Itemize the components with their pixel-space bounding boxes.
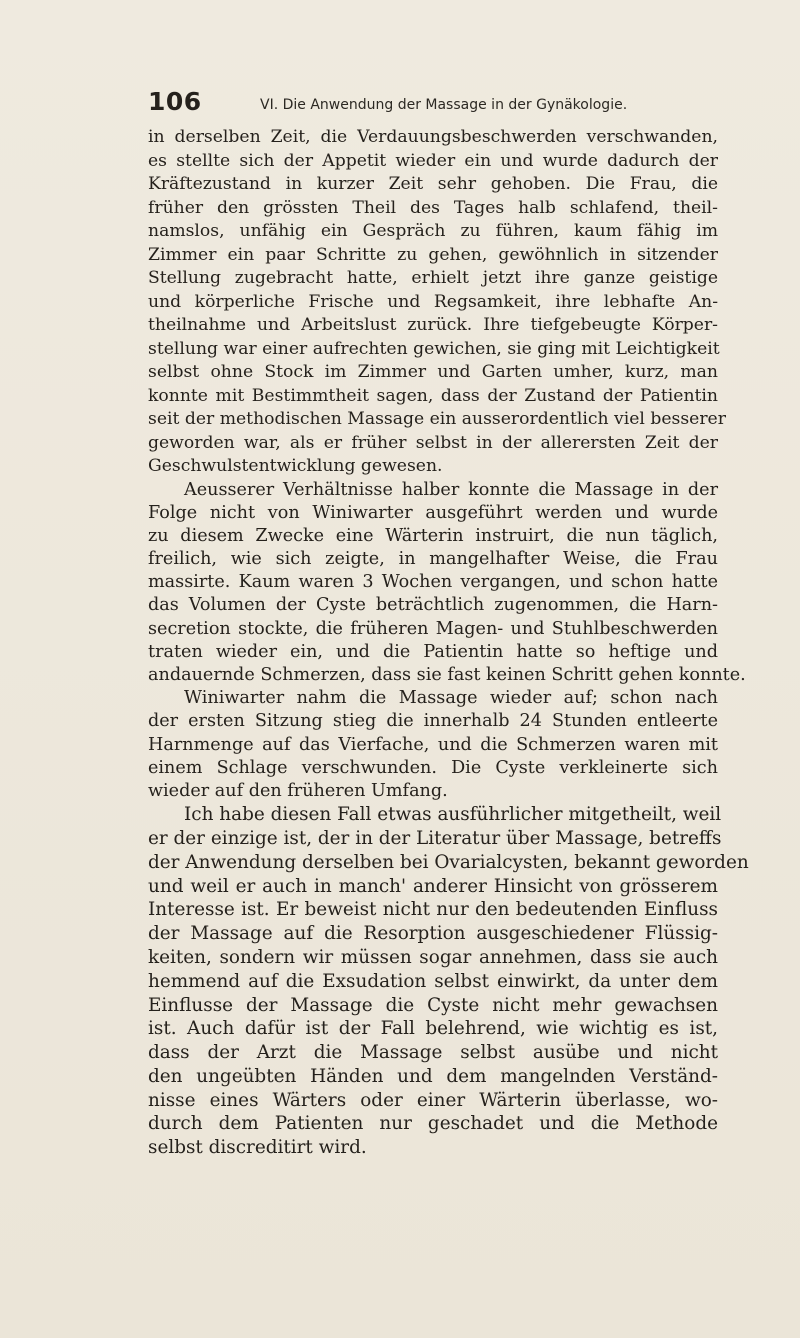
text-line: selbst discreditirt wird. [148,1137,367,1159]
paragraph-1 [148,126,726,479]
paragraph-3 [148,803,749,1160]
text-line: selbst ohne Stock im Zimmer und Garten umher, kurz, man [148,362,718,382]
text-line: Geschwulstentwicklung gewesen. [148,456,443,476]
text-line: zu diesem Zwecke eine Wärterin instruirt, die nun täglich, [148,525,718,546]
text-line: der Massage auf die Resorption ausgeschiedener Flüssig- [148,923,718,945]
paragraph-2 [148,479,746,804]
text-line: und weil er auch in manch' anderer Hinsicht von grösserem [148,875,718,897]
text-line: andauernde Schmerzen, dass sie fast keinen Schritt gehen konnte. [148,665,746,685]
text-line: den ungeübten Händen und dem mangelnden Verständ- [148,1065,718,1087]
text-line: Einflusse der Massage die Cyste nicht mehr gewachsen [148,994,718,1016]
text-line: konnte mit Bestimmtheit sagen, dass der Zustand der Patientin [148,385,718,406]
page-number: 106 [148,87,202,116]
text-line: Kräftezustand in kurzer Zeit sehr gehoben. Die Frau, die [148,174,718,194]
text-line: ist. Auch dafür ist der Fall belehrend, wie wichtig es ist, [148,1018,718,1040]
text-line: und körperliche Frische und Regsamkeit, ihre lebhafte An- [148,291,718,312]
text-line: Harnmenge auf das Vierfache, und die Schmerzen waren mit [148,734,718,755]
body-text [148,126,749,1160]
text-line: wieder auf den früheren Umfang. [148,780,448,801]
text-line: durch dem Patienten nur geschadet und die Methode [148,1113,718,1135]
text-line: massirte. Kaum waren 3 Wochen vergangen, und schon hatte [148,572,718,593]
text-line: Interesse ist. Er beweist nicht nur den bedeutenden Einfluss [148,899,718,921]
text-line: früher den grössten Theil des Tages halb schlafend, theil- [148,197,718,218]
text-line: Stellung zugebracht hatte, erhielt jetzt ihre ganze geistige [148,268,718,288]
text-line: Ich habe diesen Fall etwas ausführlicher mitgetheilt, weil [184,804,722,826]
running-head: VI. Die Anwendung der Massage in der Gynäkologie. [260,97,628,113]
text-line: Aeusserer Verhältnisse halber konnte die Massage in der [184,479,718,500]
text-line: freilich, wie sich zeigte, in mangelhafter Weise, die Frau [148,549,718,570]
text-line: der ersten Sitzung stieg die innerhalb 24 Stunden entleerte [148,711,718,732]
text-line: keiten, sondern wir müssen sogar annehmen, dass sie auch [148,946,718,968]
text-line: namslos, unfähig ein Gespräch zu führen, kaum fähig im [148,221,718,241]
text-line: secretion stockte, die früheren Magen- und Stuhlbeschwerden [148,618,718,639]
text-line: seit der methodischen Massage ein ausserordentlich viel besserer [148,409,726,429]
text-line: Winiwarter nahm die Massage wieder auf; schon nach [184,688,718,709]
text-line: dass der Arzt die Massage selbst ausübe und nicht [148,1042,718,1064]
text-line: Folge nicht von Winiwarter ausgeführt werden und wurde [148,502,718,523]
text-line: Zimmer ein paar Schritte zu gehen, gewöhnlich in sitzender [148,244,718,265]
page-header [148,88,708,122]
text-line: das Volumen der Cyste beträchtlich zugenommen, die Harn- [148,595,718,616]
text-line: stellung war einer aufrechten gewichen, sie ging mit Leichtigkeit [148,338,720,359]
text-line: geworden war, als er früher selbst in der allerersten Zeit der [148,432,718,453]
text-line: es stellte sich der Appetit wieder ein und wurde dadurch der [148,150,718,171]
text-line: hemmend auf die Exsudation selbst einwirkt, da unter dem [148,970,718,992]
text-line: nisse eines Wärters oder einer Wärterin überlasse, wo- [148,1089,718,1111]
text-line: theilnahme und Arbeitslust zurück. Ihre tiefgebeugte Körper- [148,315,718,335]
text-line: in derselben Zeit, die Verdauungsbeschwerden verschwanden, [148,127,718,147]
text-line: einem Schlage verschwunden. Die Cyste verkleinerte sich [148,757,718,778]
text-line: traten wieder ein, und die Patientin hatte so heftige und [148,641,718,662]
text-line: er der einzige ist, der in der Literatur über Massage, betreffs [148,827,722,849]
text-line: der Anwendung derselben bei Ovarialcysten, bekannt geworden [148,851,749,873]
